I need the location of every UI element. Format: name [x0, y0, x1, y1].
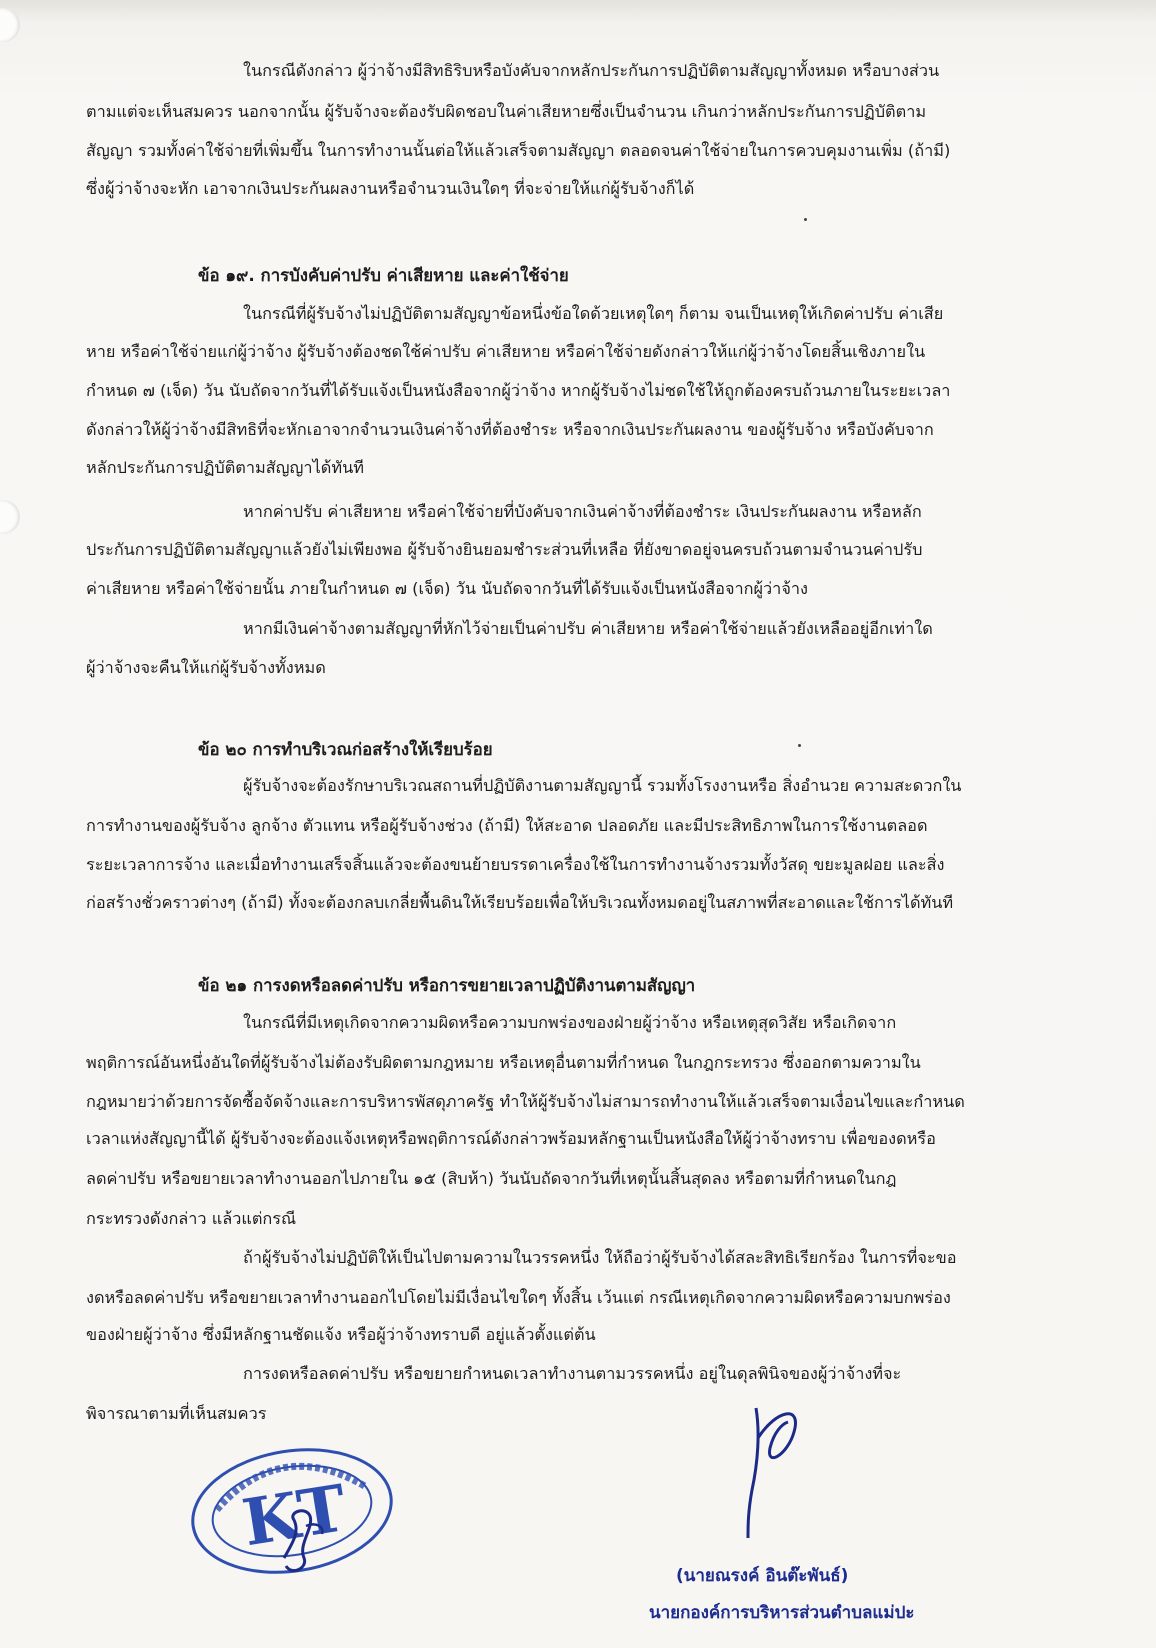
punch-hole-middle — [0, 500, 20, 534]
section-21-line: เวลาแห่งสัญญานี้ได้ ผู้รับจ้างจะต้องแจ้งเหตุหรือพฤติการณ์ดังกล่าวพร้อมหลักฐานเป็นหนังสือให้ผู้ว่าจ้างทราบ เพื่อของดหรือ — [86, 1129, 936, 1148]
intro-line: ซึ่งผู้ว่าจ้างจะหัก เอาจากเงินประกันผลงานหรือจำนวนเงินใดๆ ที่จะจ่ายให้แก่ผู้รับจ้างก็ได้ — [86, 179, 695, 198]
svg-text:KT: KT — [237, 1471, 352, 1562]
section-21-line: ลดค่าปรับ หรือขยายเวลาทำงานออกไปภายใน ๑๕ (สิบห้า) วันนับถัดจากวันที่เหตุนั้นสิ้นสุดลง หรือตามที่กำหนดในกฎ — [86, 1169, 897, 1188]
signer-title: นายกองค์การบริหารส่วนตำบลแม่ปะ — [649, 1603, 915, 1623]
section-20-heading: ข้อ ๒๐ การทำบริเวณก่อสร้างให้เรียบร้อย — [198, 739, 493, 759]
section-20-line: ผู้รับจ้างจะต้องรักษาบริเวณสถานที่ปฏิบัติงานตามสัญญานี้ รวมทั้งโรงงานหรือ สิ่งอำนวย ความสะดวกใน — [243, 776, 962, 795]
section-21-line: ในกรณีที่มีเหตุเกิดจากความผิดหรือความบกพร่องของฝ่ายผู้ว่าจ้าง หรือเหตุสุดวิสัย หรือเกิดจาก — [243, 1013, 897, 1032]
intro-line: ตามแต่จะเห็นสมควร นอกจากนั้น ผู้รับจ้างจะต้องรับผิดชอบในค่าเสียหายซึ่งเป็นจำนวน เกินกว่าหลักประกันการปฏิบัติตาม — [86, 102, 927, 121]
section-20-line: ระยะเวลาการจ้าง และเมื่อทำงานเสร็จสิ้นแล้วจะต้องขนย้ายบรรดาเครื่องใช้ในการทำงานจ้างรวมทั้งวัสดุ ขยะมูลฝอย และสิ่ง — [86, 855, 945, 874]
section-20-line: ก่อสร้างชั่วคราวต่างๆ (ถ้ามี) ทั้งจะต้องกลบเกลี่ยพื้นดินให้เรียบร้อยเพื่อให้บริเวณทั้งหมดอยู่ในสภาพที่สะอาดและใช้การได้ทันที — [86, 893, 954, 912]
section-19-line: หากค่าปรับ ค่าเสียหาย หรือค่าใช้จ่ายที่บังคับจากเงินค่าจ้างที่ต้องชำระ เงินประกันผลงาน หรือหลัก — [243, 502, 922, 521]
section-21-line: พฤติการณ์อันหนึ่งอันใดที่ผู้รับจ้างไม่ต้องรับผิดตามกฎหมาย หรือเหตุอื่นตามที่กำหนด ในกฎกระทรวง ซึ่งออกตามความใน — [86, 1053, 921, 1072]
intro-line: ในกรณีดังกล่าว ผู้ว่าจ้างมีสิทธิริบหรือบังคับจากหลักประกันการปฏิบัติตามสัญญาทั้งหมด หรือบางส่วน — [243, 61, 940, 80]
scan-edge — [0, 0, 1156, 22]
section-19-heading: ข้อ ๑๙. การบังคับค่าปรับ ค่าเสียหาย และค่าใช้จ่าย — [198, 265, 569, 285]
scan-speck — [798, 744, 801, 747]
section-19-line: กำหนด ๗ (เจ็ด) วัน นับถัดจากวันที่ได้รับแจ้งเป็นหนังสือจากผู้ว่าจ้าง หากผู้รับจ้างไม่ชดใช้ให้ถูกต้องครบถ้วนภายในระยะเวลา — [86, 381, 951, 400]
company-stamp-graphic — [188, 1440, 396, 1582]
section-21-line: งดหรือลดค่าปรับ หรือขยายเวลาทำงานออกไปโดยไม่มีเงื่อนไขใดๆ ทั้งสิ้น เว้นแต่ กรณีเหตุเกิดจากความผิดหรือความบกพร่อง — [86, 1288, 951, 1307]
section-21-line: กระทรวงดังกล่าว แล้วแต่กรณี — [86, 1209, 297, 1228]
section-19-line: หลักประกันการปฏิบัติตามสัญญาได้ทันที — [86, 458, 364, 477]
section-19-line: ดังกล่าวให้ผู้ว่าจ้างมีสิทธิที่จะหักเอาจากจำนวนเงินค่าจ้างที่ต้องชำระ หรือจากเงินประกันผลงาน ของผู้รับจ้าง หรือบังคับจาก — [86, 420, 934, 439]
section-19-line: ผู้ว่าจ้างจะคืนให้แก่ผู้รับจ้างทั้งหมด — [86, 658, 326, 677]
signature-graphic — [742, 1402, 832, 1542]
handwritten-signature — [742, 1402, 832, 1542]
section-21-heading: ข้อ ๒๑ การงดหรือลดค่าปรับ หรือการขยายเวลาปฏิบัติงานตามสัญญา — [198, 975, 696, 995]
section-19-line: หาย หรือค่าใช้จ่ายแก่ผู้ว่าจ้าง ผู้รับจ้างต้องชดใช้ค่าปรับ ค่าเสียหาย หรือค่าใช้จ่ายดังกล่าวให้แก่ผู้ว่าจ้างโดยสิ้นเชิงภายใน — [86, 342, 926, 361]
intro-line: สัญญา รวมทั้งค่าใช้จ่ายที่เพิ่มขึ้น ในการทำงานนั้นต่อให้แล้วเสร็จตามสัญญา ตลอดจนค่าใช้จ่ายในการควบคุมงานเพิ่ม (ถ้ามี) — [86, 141, 951, 160]
section-19-line: ในกรณีที่ผู้รับจ้างไม่ปฏิบัติตามสัญญาข้อหนึ่งข้อใดด้วยเหตุใดๆ ก็ตาม จนเป็นเหตุให้เกิดค่าปรับ ค่าเสีย — [243, 304, 944, 323]
section-21-line: ของฝ่ายผู้ว่าจ้าง ซึ่งมีหลักฐานชัดแจ้ง หรือผู้ว่าจ้างทราบดี อยู่แล้วตั้งแต่ต้น — [86, 1325, 596, 1344]
section-20-line: การทำงานของผู้รับจ้าง ลูกจ้าง ตัวแทน หรือผู้รับจ้างช่วง (ถ้ามี) ให้สะอาด ปลอดภัย และมีประสิทธิภาพในการใช้งานตลอด — [86, 816, 928, 835]
section-21-line: กฎหมายว่าด้วยการจัดซื้อจัดจ้างและการบริหารพัสดุภาครัฐ ทำให้ผู้รับจ้างไม่สามารถทำงานให้แล้วเสร็จตามเงื่อนไขและกำหนด — [86, 1092, 965, 1111]
section-19-line: หากมีเงินค่าจ้างตามสัญญาที่หักไว้จ่ายเป็นค่าปรับ ค่าเสียหาย หรือค่าใช้จ่ายแล้วยังเหลืออยู่อีกเท่าใด — [243, 619, 933, 638]
signer-name: (นายณรงค์ อินต๊ะพันธ์) — [676, 1566, 849, 1586]
section-21-line: การงดหรือลดค่าปรับ หรือขยายกำหนดเวลาทำงานตามวรรคหนึ่ง อยู่ในดุลพินิจของผู้ว่าจ้างที่จะ — [243, 1364, 902, 1383]
company-stamp — [188, 1440, 396, 1582]
section-21-line: พิจารณาตามที่เห็นสมควร — [86, 1404, 267, 1423]
scan-speck — [804, 218, 807, 221]
section-19-line: ประกันการปฏิบัติตามสัญญาแล้วยังไม่เพียงพอ ผู้รับจ้างยินยอมชำระส่วนที่เหลือ ที่ยังขาดอยู่จนครบถ้วนตามจำนวนค่าปรับ — [86, 540, 923, 559]
section-19-line: ค่าเสียหาย หรือค่าใช้จ่ายนั้น ภายในกำหนด ๗ (เจ็ด) วัน นับถัดจากวันที่ได้รับแจ้งเป็นหนังสือจากผู้ว่าจ้าง — [86, 579, 808, 598]
section-21-line: ถ้าผู้รับจ้างไม่ปฏิบัติให้เป็นไปตามความในวรรคหนึ่ง ให้ถือว่าผู้รับจ้างได้สละสิทธิเรียกร้อง ในการที่จะขอ — [243, 1248, 957, 1267]
